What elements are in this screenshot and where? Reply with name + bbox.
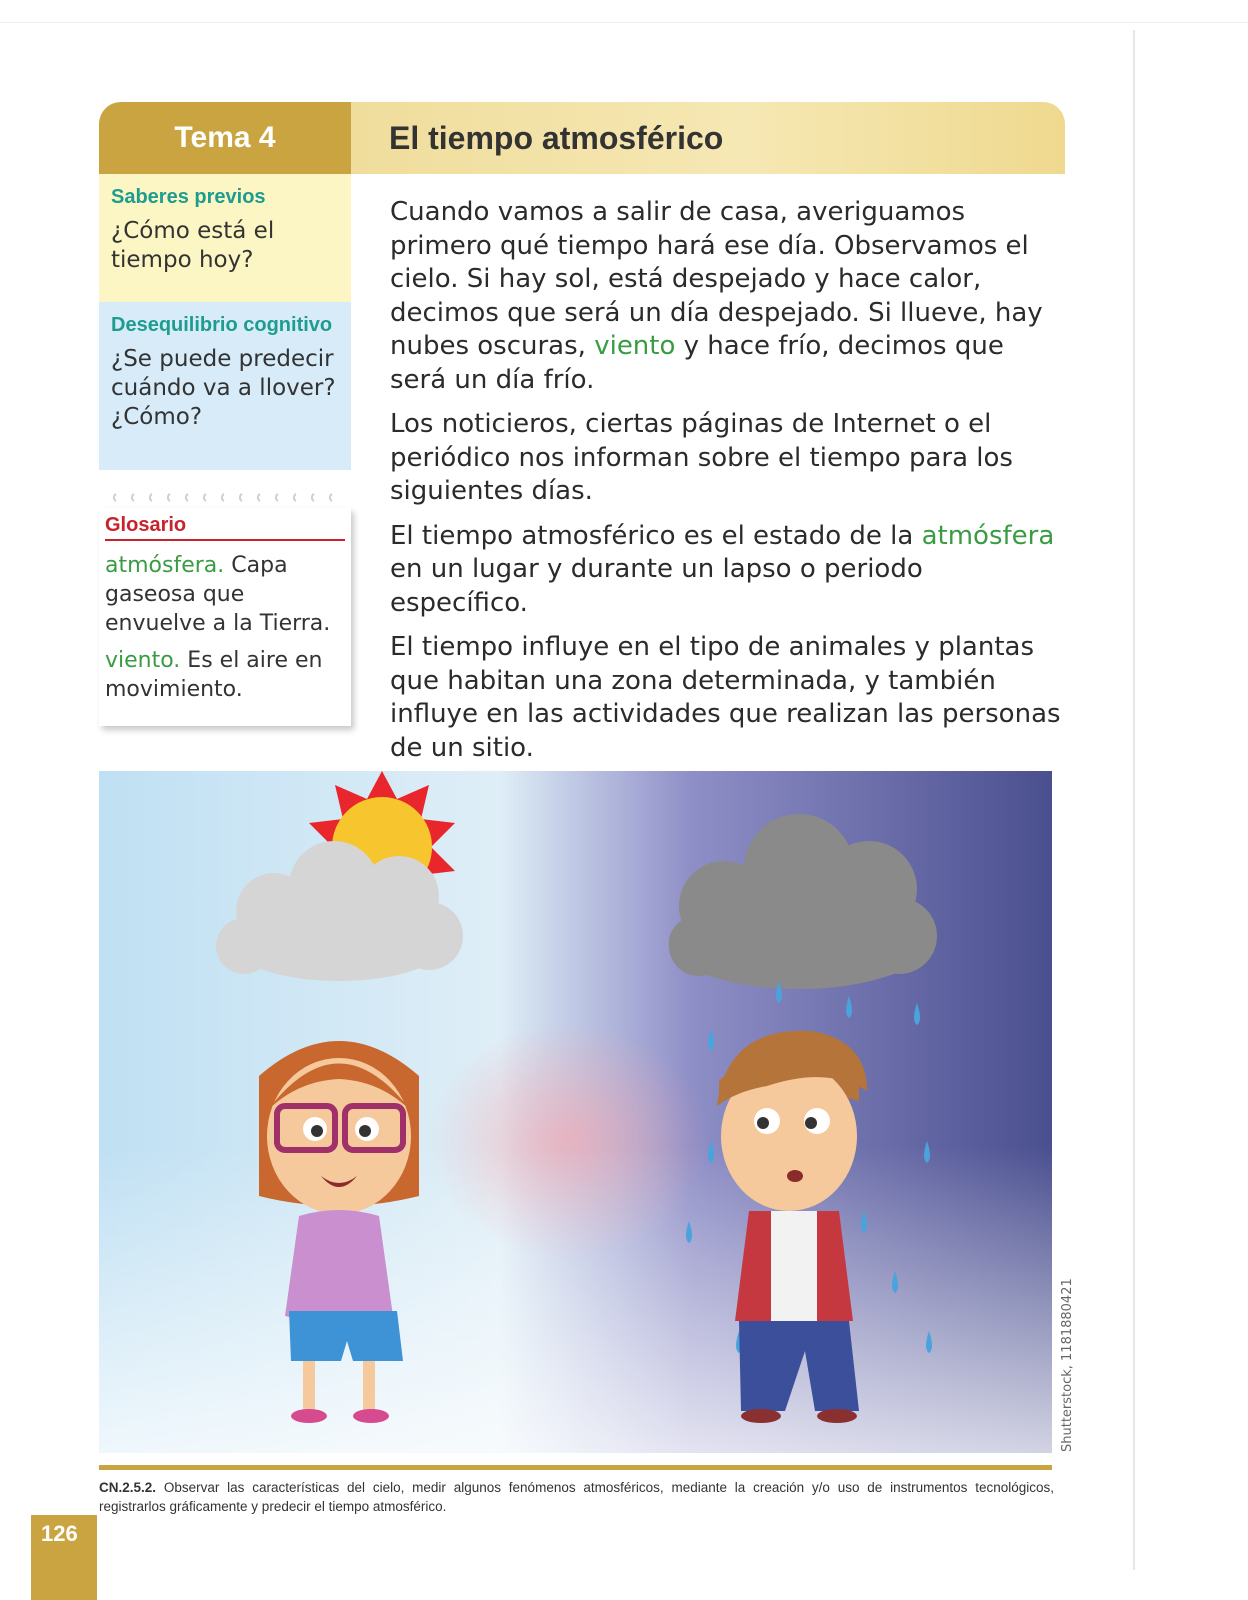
page-number: 126 <box>41 1521 78 1546</box>
cognitive-imbalance-question: ¿Se puede predecir cuándo va a llover? ¿Cómo? <box>111 346 336 430</box>
paragraph-2: Los noticieros, ciertas páginas de Internet o el periódico nos informan sobre el tiempo para los siguientes días. <box>390 409 1013 506</box>
prior-knowledge-box <box>99 174 351 302</box>
page-title: El tiempo atmosférico <box>389 119 724 156</box>
highlight-atmosfera: atmósfera <box>921 520 1055 551</box>
curriculum-footnote <box>99 1478 1054 1516</box>
prior-knowledge-question: ¿Cómo está el tiempo hoy? <box>111 218 275 273</box>
image-credit: Shutterstock, 1181880421 <box>1060 1278 1075 1452</box>
cognitive-imbalance-heading: Desequilibrio cognitivo <box>111 314 333 336</box>
glossary-term: viento. <box>105 648 181 673</box>
prior-knowledge-heading: Saberes previos <box>111 186 266 208</box>
weather-illustration <box>99 771 1052 1453</box>
glossary-definition: Capa gaseosa que envuelve a la Tierra. <box>105 553 331 636</box>
page-top-edge <box>0 22 1248 23</box>
glossary-entry-atmosphere <box>105 551 345 638</box>
paragraph-1 <box>390 196 1062 397</box>
main-text <box>390 196 1062 776</box>
paragraph-1-text-a: Cuando vamos a salir de casa, averiguamos primero qué tiempo hará ese día. Observamos el cielo. Si hay sol, está despejado y hace calor, decimos que será un día despejado. Si llueve, hay nubes oscuras, <box>390 197 1043 361</box>
glossary-definition: Es el aire en movimiento. <box>105 648 323 702</box>
topic-label: Tema 4 <box>174 121 276 154</box>
paragraph-3-text-a: El tiempo atmosférico es el estado de la <box>390 520 922 551</box>
paragraph-3 <box>390 520 1062 621</box>
cognitive-imbalance-box <box>99 302 351 470</box>
glossary-term: atmósfera. <box>105 553 225 578</box>
title-bar <box>351 102 1065 174</box>
glossary-entry-wind <box>105 646 345 704</box>
notebook-spiral <box>110 493 350 503</box>
paragraph-1-text-b: y hace frío, decimos que será un día frío. <box>390 331 1004 395</box>
curriculum-code: CN.2.5.2. <box>99 1480 157 1495</box>
curriculum-text: Observar las características del cielo, medir algunos fenómenos atmosféricos, mediante la creación y/o uso de instrumentos tecnológicos, registrarlos gráficamente y predecir el tiempo atmosférico. <box>99 1480 1054 1514</box>
footer-rule <box>99 1465 1052 1470</box>
page-right-edge <box>1133 30 1135 1570</box>
glossary-heading: Glosario <box>105 514 345 541</box>
paragraph-3-text-b: en un lugar y durante un lapso o periodo específico. <box>390 554 923 618</box>
topic-tab <box>99 102 351 174</box>
topic-header <box>99 102 1065 174</box>
highlight-viento: viento <box>594 331 676 361</box>
paragraph-4: El tiempo influye en el tipo de animales y plantas que habitan una zona determinada, y también influye en las actividades que realizan las personas de un sitio. <box>390 632 1061 763</box>
page-number-tab <box>31 1515 97 1600</box>
glossary-card <box>99 508 351 726</box>
